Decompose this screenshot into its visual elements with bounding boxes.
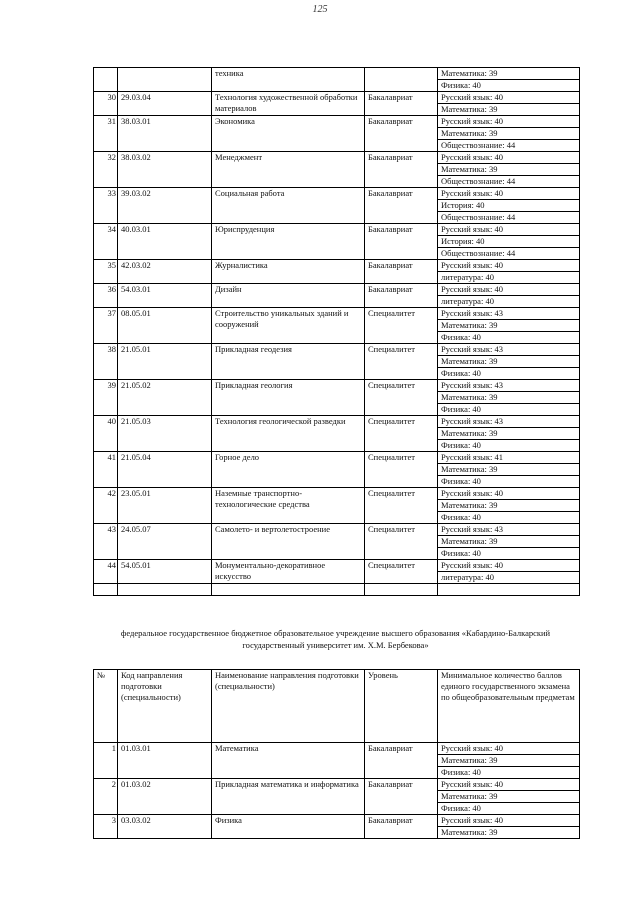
row-exam-score: литература: 40 <box>438 572 580 584</box>
table-row <box>94 68 580 80</box>
row-level: Специалитет <box>365 308 438 344</box>
table-row <box>94 743 580 755</box>
row-exam-score: Русский язык: 40 <box>438 116 580 128</box>
empty-cell <box>365 584 438 596</box>
header-num: № <box>94 670 118 743</box>
row-exam-score: История: 40 <box>438 200 580 212</box>
row-exam-score: Русский язык: 40 <box>438 284 580 296</box>
row-exam-score: Математика: 39 <box>438 104 580 116</box>
row-exam-score: Физика: 40 <box>438 368 580 380</box>
row-exam-score: Математика: 39 <box>438 791 580 803</box>
row-program-name: Журналистика <box>212 260 365 284</box>
row-number <box>94 68 118 92</box>
row-program-name: Наземные транспортно-технологические средства <box>212 488 365 524</box>
page-number: 125 <box>312 4 328 15</box>
header-name: Наименование направления подготовки (специальности) <box>212 670 365 743</box>
table-row <box>94 560 580 572</box>
row-exam-score: Математика: 39 <box>438 428 580 440</box>
row-exam-score: Математика: 39 <box>438 68 580 80</box>
table-row <box>94 224 580 236</box>
row-exam-score: Математика: 39 <box>438 320 580 332</box>
row-exam-score: Русский язык: 40 <box>438 779 580 791</box>
row-number: 32 <box>94 152 118 188</box>
row-number: 41 <box>94 452 118 488</box>
row-level: Бакалавриат <box>365 92 438 116</box>
row-level: Бакалавриат <box>365 260 438 284</box>
row-program-name: Прикладная геология <box>212 380 365 416</box>
row-exam-score: Математика: 39 <box>438 128 580 140</box>
row-exam-score: Физика: 40 <box>438 548 580 560</box>
row-level: Специалитет <box>365 380 438 416</box>
row-program-name: Юриспруденция <box>212 224 365 260</box>
table-row <box>94 524 580 536</box>
row-exam-score: литература: 40 <box>438 272 580 284</box>
row-exam-score: литература: 40 <box>438 296 580 308</box>
table-row <box>94 308 580 320</box>
row-exam-score: Русский язык: 43 <box>438 416 580 428</box>
table-row <box>94 488 580 500</box>
row-code: 01.03.01 <box>118 743 212 779</box>
row-exam-score: Русский язык: 40 <box>438 152 580 164</box>
row-level: Специалитет <box>365 488 438 524</box>
row-exam-score: Обществознание: 44 <box>438 140 580 152</box>
row-program-name: Прикладная математика и информатика <box>212 779 365 815</box>
empty-cell <box>212 584 365 596</box>
row-exam-score: Обществознание: 44 <box>438 248 580 260</box>
row-code: 38.03.01 <box>118 116 212 152</box>
row-program-name: Менеджмент <box>212 152 365 188</box>
table-row <box>94 116 580 128</box>
row-level: Специалитет <box>365 344 438 380</box>
row-number: 37 <box>94 308 118 344</box>
row-number: 31 <box>94 116 118 152</box>
row-program-name: Дизайн <box>212 284 365 308</box>
row-exam-score: Физика: 40 <box>438 803 580 815</box>
row-exam-score: Физика: 40 <box>438 476 580 488</box>
row-exam-score: Русский язык: 40 <box>438 560 580 572</box>
header-exams: Минимальное количество баллов единого государственного экзамена по общеобразовательным предметам <box>438 670 580 743</box>
row-program-name: Горное дело <box>212 452 365 488</box>
row-exam-score: Математика: 39 <box>438 356 580 368</box>
row-code: 01.03.02 <box>118 779 212 815</box>
row-exam-score: Обществознание: 44 <box>438 212 580 224</box>
row-code: 21.05.04 <box>118 452 212 488</box>
table-row <box>94 452 580 464</box>
row-code: 29.03.04 <box>118 92 212 116</box>
empty-cell <box>118 584 212 596</box>
row-program-name: Социальная работа <box>212 188 365 224</box>
row-exam-score: Физика: 40 <box>438 404 580 416</box>
row-program-name: Монументально-декоративное искусство <box>212 560 365 584</box>
empty-cell <box>438 584 580 596</box>
row-level <box>365 68 438 92</box>
row-exam-score: Математика: 39 <box>438 500 580 512</box>
admission-table-continued <box>93 67 580 596</box>
table-row <box>94 152 580 164</box>
table-row <box>94 416 580 428</box>
row-level: Специалитет <box>365 416 438 452</box>
row-exam-score: Физика: 40 <box>438 512 580 524</box>
row-number: 35 <box>94 260 118 284</box>
table-row <box>94 188 580 200</box>
row-number: 1 <box>94 743 118 779</box>
row-number: 2 <box>94 779 118 815</box>
row-number: 36 <box>94 284 118 308</box>
row-code: 24.05.07 <box>118 524 212 560</box>
row-number: 40 <box>94 416 118 452</box>
table-row <box>94 815 580 827</box>
row-program-name: Физика <box>212 815 365 839</box>
row-number: 38 <box>94 344 118 380</box>
row-exam-score: Русский язык: 43 <box>438 380 580 392</box>
row-exam-score: История: 40 <box>438 236 580 248</box>
row-code <box>118 68 212 92</box>
row-level: Бакалавриат <box>365 779 438 815</box>
row-number: 39 <box>94 380 118 416</box>
row-exam-score: Математика: 39 <box>438 827 580 839</box>
row-exam-score: Русский язык: 43 <box>438 524 580 536</box>
row-program-name: Технология геологической разведки <box>212 416 365 452</box>
header-level: Уровень <box>365 670 438 743</box>
row-code: 08.05.01 <box>118 308 212 344</box>
row-code: 54.03.01 <box>118 284 212 308</box>
row-code: 39.03.02 <box>118 188 212 224</box>
table-row <box>94 260 580 272</box>
institution-heading: федеральное государственное бюджетное образовательное учреждение высшего образования «Кабардино-Балкарский государственный университет им. Х.М. Бербекова» <box>120 628 551 650</box>
row-exam-score: Русский язык: 41 <box>438 452 580 464</box>
row-number: 43 <box>94 524 118 560</box>
row-exam-score: Физика: 40 <box>438 80 580 92</box>
empty-row <box>94 584 580 596</box>
row-exam-score: Математика: 39 <box>438 464 580 476</box>
row-exam-score: Математика: 39 <box>438 536 580 548</box>
row-exam-score: Математика: 39 <box>438 755 580 767</box>
row-program-name: Строительство уникальных зданий и сооружений <box>212 308 365 344</box>
row-code: 03.03.02 <box>118 815 212 839</box>
row-number: 42 <box>94 488 118 524</box>
row-program-name: Математика <box>212 743 365 779</box>
row-level: Бакалавриат <box>365 815 438 839</box>
row-exam-score: Математика: 39 <box>438 392 580 404</box>
row-level: Бакалавриат <box>365 152 438 188</box>
table-row <box>94 779 580 791</box>
table-row <box>94 380 580 392</box>
row-level: Бакалавриат <box>365 224 438 260</box>
row-code: 38.03.02 <box>118 152 212 188</box>
row-program-name: Самолето- и вертолетостроение <box>212 524 365 560</box>
row-level: Бакалавриат <box>365 188 438 224</box>
row-code: 23.05.01 <box>118 488 212 524</box>
header-row <box>94 670 580 743</box>
row-exam-score: Обществознание: 44 <box>438 176 580 188</box>
row-level: Бакалавриат <box>365 284 438 308</box>
row-program-name: техника <box>212 68 365 92</box>
row-code: 21.05.01 <box>118 344 212 380</box>
row-exam-score: Русский язык: 40 <box>438 260 580 272</box>
row-number: 34 <box>94 224 118 260</box>
table-row <box>94 284 580 296</box>
row-number: 33 <box>94 188 118 224</box>
row-level: Специалитет <box>365 524 438 560</box>
row-exam-score: Русский язык: 40 <box>438 224 580 236</box>
row-number: 3 <box>94 815 118 839</box>
header-code: Код направления подготовки (специальности) <box>118 670 212 743</box>
row-exam-score: Русский язык: 40 <box>438 815 580 827</box>
row-program-name: Прикладная геодезия <box>212 344 365 380</box>
row-level: Бакалавриат <box>365 743 438 779</box>
row-exam-score: Русский язык: 40 <box>438 92 580 104</box>
row-exam-score: Математика: 39 <box>438 164 580 176</box>
empty-cell <box>94 584 118 596</box>
row-exam-score: Физика: 40 <box>438 332 580 344</box>
row-code: 21.05.03 <box>118 416 212 452</box>
row-level: Специалитет <box>365 452 438 488</box>
row-code: 54.05.01 <box>118 560 212 584</box>
row-exam-score: Физика: 40 <box>438 767 580 779</box>
row-program-name: Экономика <box>212 116 365 152</box>
table-row <box>94 92 580 104</box>
row-level: Бакалавриат <box>365 116 438 152</box>
row-exam-score: Русский язык: 40 <box>438 488 580 500</box>
row-number: 44 <box>94 560 118 584</box>
row-exam-score: Русский язык: 40 <box>438 188 580 200</box>
row-code: 21.05.02 <box>118 380 212 416</box>
row-code: 40.03.01 <box>118 224 212 260</box>
row-number: 30 <box>94 92 118 116</box>
row-exam-score: Русский язык: 40 <box>438 743 580 755</box>
row-program-name: Технология художественной обработки материалов <box>212 92 365 116</box>
table-row <box>94 344 580 356</box>
admission-table-kbgu <box>93 669 580 839</box>
row-exam-score: Русский язык: 43 <box>438 344 580 356</box>
row-exam-score: Русский язык: 43 <box>438 308 580 320</box>
row-exam-score: Физика: 40 <box>438 440 580 452</box>
row-level: Специалитет <box>365 560 438 584</box>
row-code: 42.03.02 <box>118 260 212 284</box>
